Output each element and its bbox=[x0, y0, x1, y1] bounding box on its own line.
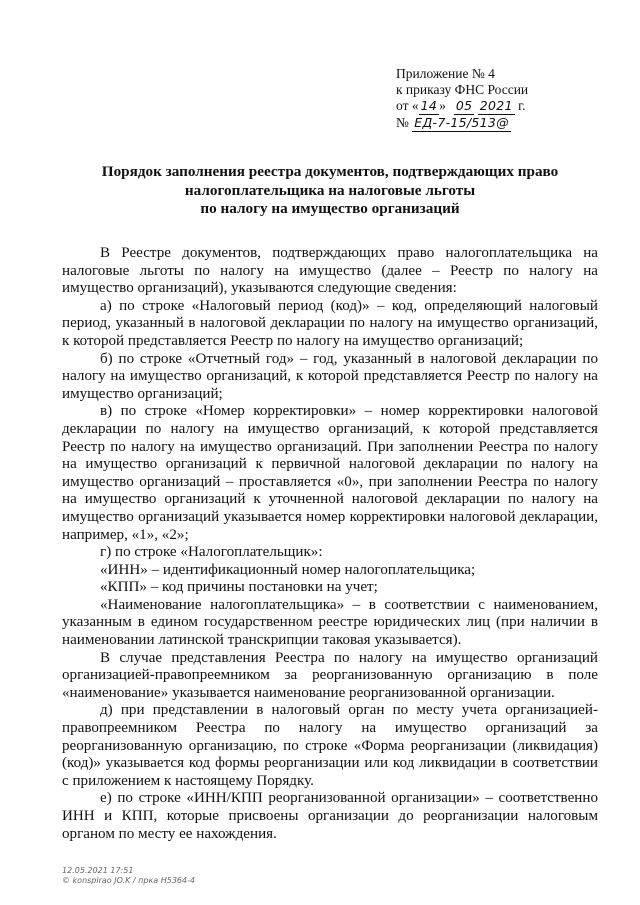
appendix-number bbox=[396, 115, 528, 132]
paragraph-reorg-case: В случае представления Реестра по налогу на имущество организаций организацией-правопреемником за реорганизованную организацию в поле «наименование» указывается наименование реорганизованной организации. bbox=[62, 649, 598, 701]
page-footer bbox=[62, 866, 195, 886]
document-title bbox=[60, 163, 600, 219]
title-line-3: по налогу на имущество организаций bbox=[200, 200, 460, 217]
paragraph-b: б) по строке «Отчетный год» – год, указанный в налоговой декларации по налогу на имущество организаций, к которой представляется Реестр по налогу на имущество организаций; bbox=[62, 350, 598, 402]
title-line-2: налогоплательщика на налоговые льготы bbox=[184, 181, 476, 199]
appendix-line-2: к приказу ФНС России bbox=[396, 82, 529, 97]
footer-source: © konsplrao JO.K / прка H5364-4 bbox=[62, 876, 196, 885]
document-body bbox=[62, 245, 598, 843]
paragraph-inn: «ИНН» – идентификационный номер налогоплательщика; bbox=[100, 561, 476, 578]
paragraph-kpp: «КПП» – код причины постановки на учет; bbox=[100, 579, 378, 596]
date-day: 14 bbox=[420, 98, 438, 113]
paragraph-g: г) по строке «Налогоплательщик»: bbox=[100, 544, 323, 561]
date-suffix: г. bbox=[518, 98, 526, 113]
number-prefix: № bbox=[396, 115, 409, 130]
paragraph-intro: В Реестре документов, подтверждающих право налогоплательщика на налоговые льготы по налогу на имущество (далее – Реестр по налогу на имущество организаций), указываются следующие сведения: bbox=[62, 245, 598, 297]
date-month: 05 bbox=[455, 98, 473, 113]
appendix-date: от « 14 » 05 2021 г. bbox=[396, 98, 526, 113]
date-prefix: от « bbox=[396, 98, 419, 113]
date-year: 2021 bbox=[479, 98, 513, 113]
paragraph-e: е) по строке «ИНН/КПП реорганизованной организации» – соответственно ИНН и КПП, которые присвоены организации до реорганизации налоговым органом по месту ее нахождения. bbox=[62, 790, 598, 842]
title-line-1: Порядок заполнения реестра документов, подтверждающих право bbox=[101, 163, 559, 180]
paragraph-name: «Наименование налогоплательщика» – в соответствии с наименованием, указанным в едином государственном реестре юридических лиц (при наличии в наименовании латинской транскрипции таковая указывается). bbox=[62, 596, 598, 649]
paragraph-v: в) по строке «Номер корректировки» – номер корректировки налоговой декларации по налогу на имущество организаций, к которой представляется Реестр по налогу на имущество организаций. При заполнении Реестра по налогу на имущество организаций к первичной налоговой декларации по налогу на имущество организаций – проставляется «0», при заполнении Реестра по налогу на имущество организаций к уточненной налоговой декларации по налогу на имущество организаций указывается номер корректировки налоговой декларации, например, «1», «2»; bbox=[62, 403, 598, 543]
footer-timestamp: 12.05.2021 17:51 bbox=[62, 866, 134, 875]
appendix-line-1: Приложение № 4 bbox=[396, 66, 495, 81]
paragraph-a: а) по строке «Налоговый период (код)» – код, определяющий налоговый период, указанный в налоговой декларации по налогу на имущество организаций, к которой представляется Реестр по налогу на имущество организаций; bbox=[62, 297, 598, 349]
number-value: ЕД-7-15/513@ bbox=[414, 115, 509, 130]
appendix-header bbox=[396, 66, 528, 132]
paragraph-d: д) при представлении в налоговый орган по месту учета организацией-правопреемником Реестра по налогу на имущество организаций за реорганизованную организацию, по строке «Форма реорганизации (ликвидация) (код)» указывается код формы реорганизации или код ликвидации в соответствии с приложением к настоящему Порядку. bbox=[62, 702, 598, 789]
